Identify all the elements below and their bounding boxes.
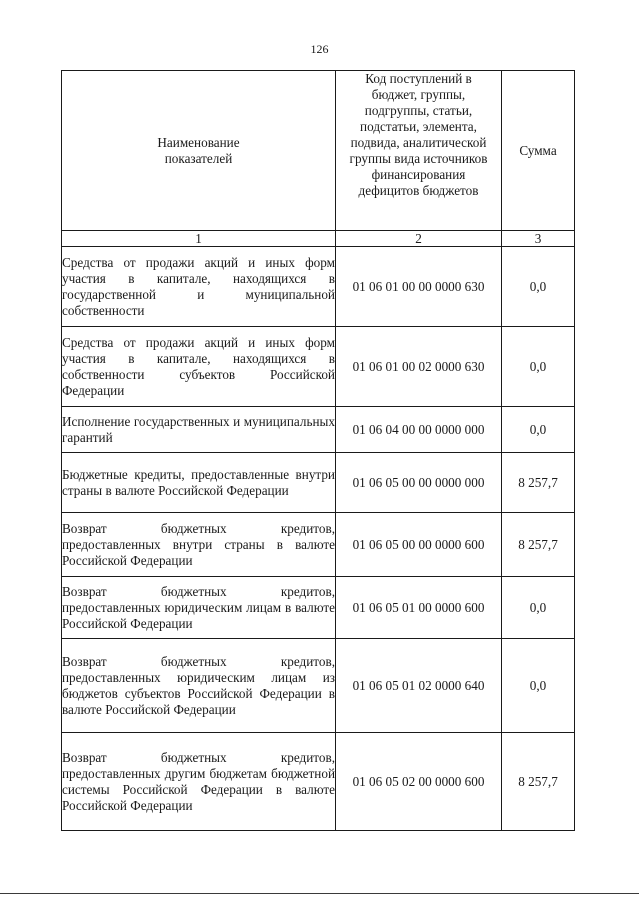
row-sum: 0,0 — [502, 407, 575, 453]
table-row — [62, 513, 575, 577]
row-name: Бюджетные кредиты, предоставленные внутри страны в валюте Российской Федерации — [62, 453, 336, 513]
table-row — [62, 639, 575, 733]
row-sum: 0,0 — [502, 639, 575, 733]
row-sum: 0,0 — [502, 577, 575, 639]
budget-sources-table — [61, 70, 575, 831]
column-number-2: 2 — [336, 231, 502, 247]
table-row — [62, 407, 575, 453]
table-row — [62, 453, 575, 513]
row-sum: 8 257,7 — [502, 733, 575, 831]
table-header-row — [62, 71, 575, 231]
row-sum: 8 257,7 — [502, 513, 575, 577]
row-sum: 0,0 — [502, 247, 575, 327]
row-name: Средства от продажи акций и иных форм участия в капитале, находящихся в собственности субъектов Российской Федерации — [62, 327, 336, 407]
row-name: Возврат бюджетных кредитов, предоставленных юридическим лицам из бюджетов субъектов Российской Федерации в валюте Российской Федерации — [62, 639, 336, 733]
header-sum: Сумма — [502, 71, 575, 231]
row-name: Возврат бюджетных кредитов, предоставленных юридическим лицам в валюте Российской Федерации — [62, 577, 336, 639]
row-sum: 0,0 — [502, 327, 575, 407]
row-code: 01 06 05 00 00 0000 000 — [336, 453, 502, 513]
page-bottom-rule — [0, 893, 639, 894]
row-code: 01 06 05 01 00 0000 600 — [336, 577, 502, 639]
table-row — [62, 733, 575, 831]
row-code: 01 06 01 00 02 0000 630 — [336, 327, 502, 407]
row-code: 01 06 05 01 02 0000 640 — [336, 639, 502, 733]
column-number-row — [62, 231, 575, 247]
row-code: 01 06 05 00 00 0000 600 — [336, 513, 502, 577]
row-name: Возврат бюджетных кредитов, предоставленных другим бюджетам бюджетной системы Российской Федерации в валюте Российской Федерации — [62, 733, 336, 831]
header-budget-code: Код поступлений в бюджет, группы, подгруппы, статьи, подстатьи, элемента, подвида, аналитической группы вида источников финансирования дефицитов бюджетов — [336, 71, 502, 231]
row-sum: 8 257,7 — [502, 453, 575, 513]
table-row — [62, 577, 575, 639]
table-row — [62, 247, 575, 327]
row-code: 01 06 05 02 00 0000 600 — [336, 733, 502, 831]
page-number: 126 — [310, 42, 329, 56]
row-code: 01 06 01 00 00 0000 630 — [336, 247, 502, 327]
row-name: Исполнение государственных и муниципальных гарантий — [62, 407, 336, 453]
table-row — [62, 327, 575, 407]
column-number-1: 1 — [62, 231, 336, 247]
row-name: Возврат бюджетных кредитов, предоставленных внутри страны в валюте Российской Федерации — [62, 513, 336, 577]
column-number-3: 3 — [502, 231, 575, 247]
row-code: 01 06 04 00 00 0000 000 — [336, 407, 502, 453]
row-name: Средства от продажи акций и иных форм участия в капитале, находящихся в государственной и муниципальной собственности — [62, 247, 336, 327]
header-indicator-name: Наименование показателей — [62, 71, 336, 231]
